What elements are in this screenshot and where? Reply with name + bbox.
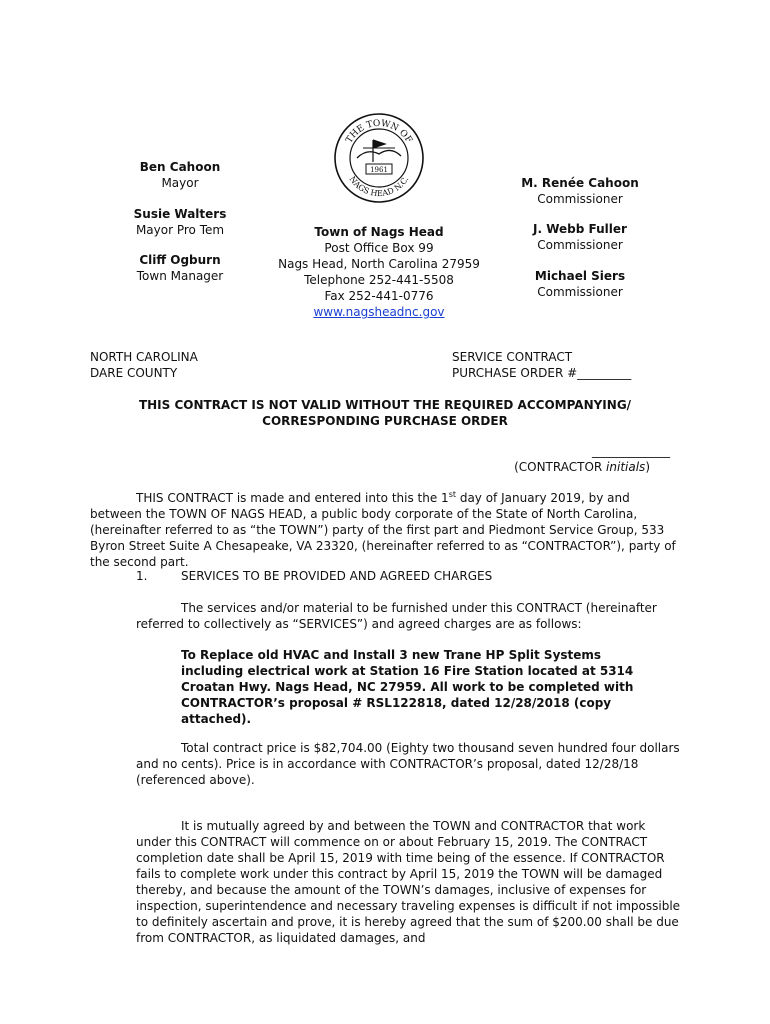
seal-bottom-text: NAGS HEAD N.C.	[347, 174, 411, 199]
contractor-initials-label	[500, 459, 650, 475]
state-label: NORTH CAROLINA	[90, 350, 198, 364]
seal-year: 1961	[370, 166, 388, 174]
services-scope: To Replace old HVAC and Install 3 new Trane HP Split Systems including electrical work at Station 16 Fire Station located at 5314 Croatan Hwy. Nags Head, NC 27959. All work to be completed with CONTRACTOR’s proposal # RSL122818, dated 12/28/2018 (copy attached).	[181, 648, 634, 726]
town-seal-logo	[333, 112, 425, 204]
official-title: Mayor	[161, 176, 199, 190]
official-mayor	[110, 159, 250, 191]
purchase-order-field: PURCHASE ORDER #_________	[452, 366, 632, 380]
official-name: Cliff Ogburn	[139, 253, 221, 267]
official-town-manager	[110, 252, 250, 284]
notice-line-1: THIS CONTRACT IS NOT VALID WITHOUT THE REQUIRED ACCOMPANYING/	[138, 398, 632, 412]
intro-part-1: THIS CONTRACT is made and entered into this the 1	[136, 491, 449, 505]
official-name: Michael Siers	[534, 269, 626, 283]
intro-sup: st	[448, 490, 457, 499]
official-title: Commissioner	[537, 285, 623, 299]
town-po-box: Post Office Box 99	[324, 241, 434, 255]
notice-line-2: CORRESPONDING PURCHASE ORDER	[262, 414, 508, 428]
official-title: Commissioner	[537, 238, 623, 252]
svg-text:THE TOWN OF	[344, 119, 413, 145]
validity-notice	[90, 397, 680, 429]
official-name: Ben Cahoon	[139, 160, 221, 174]
town-fax: Fax 252-441-0776	[324, 289, 434, 303]
town-telephone: Telephone 252-441-5508	[304, 273, 454, 287]
town-name: Town of Nags Head	[314, 225, 444, 239]
official-title: Commissioner	[537, 192, 623, 206]
official-mayor-pro-tem	[110, 206, 250, 238]
initials-prefix: (CONTRACTOR	[514, 460, 607, 474]
official-name: M. Renée Cahoon	[521, 176, 639, 190]
county-label: DARE COUNTY	[90, 366, 178, 380]
contract-type-label: SERVICE CONTRACT	[452, 350, 573, 364]
initials-italic: initials	[606, 460, 646, 474]
official-commissioner-3	[505, 268, 655, 300]
official-commissioner-2	[505, 221, 655, 253]
terms-paragraph: It is mutually agreed by and between the TOWN and CONTRACTOR that work under this CONTRACT will commence on or about February 15, 2019. The CONTRACT completion date shall be April 15, 2019 with time being of the essence. If CONTRACTOR fails to complete work under this contract by April 15, 2019 the TOWN will be damaged thereby, and because the amount of the TOWN’s damages, inclusive of expenses for inspection, superintendence and necessary traveling expenses is difficult if not impossible to definitely ascertain and prove, it is hereby agreed that the sum of $200.00 shall be due from CONTRACTOR, as liquidated damages, and	[136, 819, 681, 945]
official-name: Susie Walters	[133, 207, 227, 221]
seal-ring-text: THE TOWN OF	[344, 118, 414, 146]
jurisdiction-block	[90, 349, 310, 381]
town-address-block	[259, 224, 499, 320]
contract-type-block	[452, 349, 682, 381]
intro-part-2: day of January 2019, by and between the TOWN OF NAGS HEAD, a public body corporate of the State of North Carolina, (hereinafter referred to as “the TOWN”) party of the first part and Piedmont Service Group, 533 Byron Street Suite A Chesapeake, VA 23320, (hereinafter referred to as “CONTRACTOR”), party of the second part.	[90, 491, 676, 569]
official-title: Town Manager	[136, 269, 224, 283]
section-title: SERVICES TO BE PROVIDED AND AGREED CHARGES	[181, 569, 493, 583]
svg-text:NAGS HEAD N.C.	[347, 175, 410, 199]
initials-suffix: )	[645, 460, 650, 474]
town-website-link[interactable]: www.nagsheadnc.gov	[313, 305, 445, 319]
section-number: 1.	[136, 569, 148, 583]
initials-blank: _____________	[592, 444, 670, 458]
official-commissioner-1	[505, 175, 655, 207]
price-paragraph: Total contract price is $82,704.00 (Eighty two thousand seven hundred four dollars and no cents). Price is in accordance with CONTRACTOR’s proposal, dated 12/28/18 (referenced above).	[136, 741, 680, 787]
services-lead-paragraph: The services and/or material to be furnished under this CONTRACT (hereinafter referred to collectively as “SERVICES”) and agreed charges are as follows:	[136, 601, 657, 631]
town-city: Nags Head, North Carolina 27959	[278, 257, 480, 271]
official-name: J. Webb Fuller	[533, 222, 627, 236]
intro-paragraph	[90, 490, 682, 570]
official-title: Mayor Pro Tem	[135, 223, 225, 237]
